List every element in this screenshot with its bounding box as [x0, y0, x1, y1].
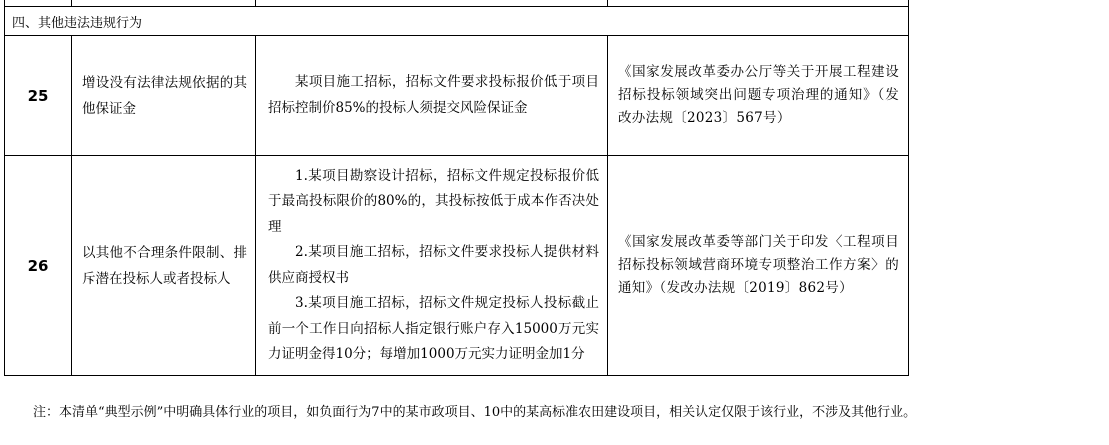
- row-number: 26: [5, 156, 72, 376]
- section-header-row: [5, 7, 909, 36]
- table-row: [5, 156, 909, 376]
- table-row: [5, 36, 909, 156]
- example-item: 3.某项目施工招标，招标文件规定投标人投标截止前一个工作日向招标人指定银行账户存入15000万元实力证明金得10分；每增加1000万元实力证明金加1分: [268, 295, 599, 362]
- legal-basis: 《国家发展改革委办公厅等关于开展工程建设招标投标领域突出问题专项治理的通知》（发改办法规〔2023〕567号）: [608, 36, 909, 156]
- legal-basis: 《国家发展改革委等部门关于印发〈工程项目招标投标领域营商环境专项整治工作方案〉的通知》（发改办法规〔2019〕862号）: [608, 156, 909, 376]
- footnote: 注：本清单“典型示例”中明确具体行业的项目，如负面行为7中的某市政项目、10中的某高标准农田建设项目，相关认定仅限于该行业，不涉及其他行业。: [33, 405, 917, 420]
- violation-category: 增设没有法律法规依据的其他保证金: [72, 36, 256, 156]
- row-number: 25: [5, 36, 72, 156]
- section-title: 四、其他违法违规行为: [5, 7, 909, 36]
- example-item: 某项目施工招标，招标文件要求投标报价低于项目招标控制价85%的投标人须提交风险保证金: [268, 74, 599, 116]
- violations-table: [4, 0, 909, 376]
- example-item: 1.某项目勘察设计招标，招标文件规定投标报价低于最高投标限价的80%的，其投标按低于成本作否决处理: [268, 167, 599, 235]
- typical-example: [256, 36, 608, 156]
- example-item: 2.某项目施工招标，招标文件要求投标人提供材料供应商授权书: [268, 244, 599, 286]
- violation-category: 以其他不合理条件限制、排斥潜在投标人或者投标人: [72, 156, 256, 376]
- typical-example: [256, 156, 608, 376]
